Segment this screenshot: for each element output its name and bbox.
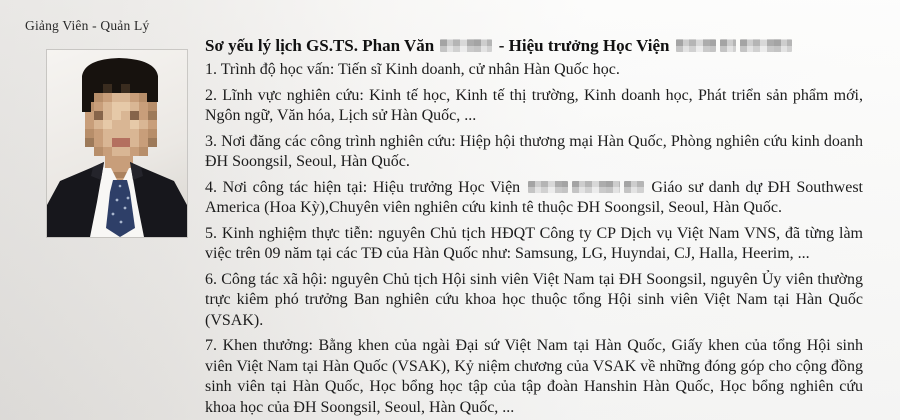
resume-item: 3. Nơi đăng các công trình nghiên cứu: Hiệp hội thương mại Hàn Quốc, Phòng nghiên cứu kinh doanh ĐH Soongsil, Seoul, Hàn Quốc. xyxy=(205,132,863,170)
resume-text xyxy=(205,36,863,420)
resume-title: Sơ yếu lý lịch GS.TS. Phan Văn - Hiệu trưởng Học Viện xyxy=(205,36,863,56)
resume-item: 5. Kinh nghiệm thực tiễn: nguyên Chủ tịch HĐQT Công ty CP Dịch vụ Việt Nam VNS, đã từng làm việc trên 09 năm tại các TĐ của Hàn Quốc như: Samsung, LG, Huyndai, CJ, Halla, Heerim, ... xyxy=(205,224,863,262)
redacted-text xyxy=(676,39,716,52)
resume-item: 1. Trình độ học vấn: Tiến sĩ Kinh doanh, cử nhân Hàn Quốc học. xyxy=(205,61,620,78)
portrait-illustration xyxy=(47,50,187,237)
profile-photo xyxy=(47,50,187,237)
resume-paragraphs xyxy=(205,60,863,418)
redacted-text xyxy=(720,39,736,52)
resume-item: 6. Công tác xã hội: nguyên Chủ tịch Hội sinh viên Việt Nam tại ĐH Soongsil, nguyên Ủy viên thường trực kiêm phó trưởng Ban nghiên cứu khoa học thuộc tổng Hội sinh viên Việt Nam tại Hàn Quốc (VSAK). xyxy=(205,270,863,329)
resume-item: 7. Khen thưởng: Bằng khen của ngài Đại sứ Việt Nam tại Hàn Quốc, Giấy khen của tổng Hội sinh viên Việt Nam tại Hàn Quốc (VSAK), Kỷ niệm chương của VSAK về những đóng góp cho cộng đồng sinh viên tại Hàn Quốc, Học bổng học tập của tập đoàn Hanshin Hàn Quốc, Học bổng nghiên cứu khoa học của ĐH Soongsil, Seoul, Hàn Quốc, ... xyxy=(205,337,863,416)
resume-item: 4. Nơi công tác hiện tại: Hiệu trưởng Học Viện Giáo sư danh dự ĐH Southwest America (Hoa Kỳ),Chuyên viên nghiên cứu kinh tê thuộc ĐH Soongsil, Seoul, Hàn Quốc. xyxy=(205,178,863,216)
pixelated-face xyxy=(85,75,157,156)
resume-item: 2. Lĩnh vực nghiên cứu: Kinh tế học, Kinh tế thị trường, Kinh doanh học, Phát triển sản phẩm mới, Ngôn ngữ, Văn hóa, Lịch sử Hàn Quốc, ... xyxy=(205,86,863,124)
breadcrumb[interactable]: Giảng Viên - Quản Lý xyxy=(25,18,150,33)
redacted-text xyxy=(572,181,620,193)
redacted-text xyxy=(528,181,568,193)
redacted-text xyxy=(440,39,492,52)
redacted-text xyxy=(624,181,644,193)
redacted-text xyxy=(740,39,792,52)
